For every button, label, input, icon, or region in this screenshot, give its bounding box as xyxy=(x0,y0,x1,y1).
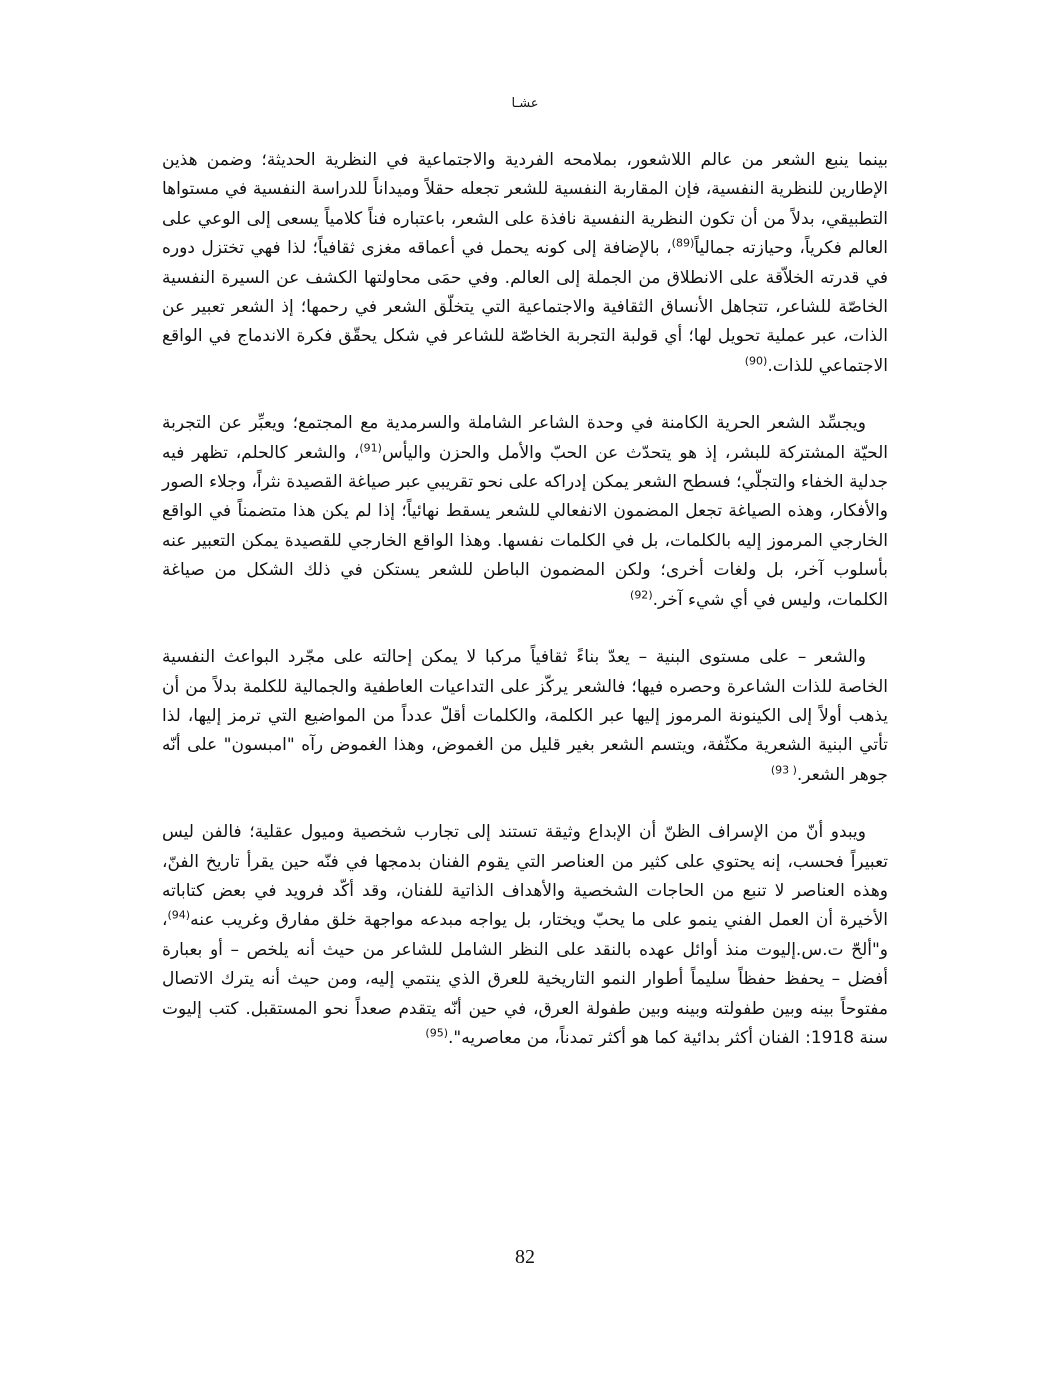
footnote-ref: (89) xyxy=(671,236,695,250)
paragraph xyxy=(162,818,888,1053)
running-header: عشـا xyxy=(511,96,539,111)
page-number: 82 xyxy=(515,1246,535,1268)
paragraph-text: ، و"ألحّ ت.س.إليوت منذ أوائل عهده بالنقد على النظر الشامل للشاعر من حيث أنه يلخص – أو بعبارة أفضل – يحفظ حفظاً سليماً أطوار النمو التاريخية للعرق الذي ينتمي إليه، ومن حيث أنه يترك الاتصال مفتوحاً بينه وبين طفولته وبينه وبين طفولة العرق، في حين أنّه يتقدم صعداً نحو المستقبل. كتب إليوت سنة 1918: الفنان أكثر بدائية كما هو أكثر تمدناً، من معاصريه". xyxy=(162,910,888,1048)
paragraph xyxy=(162,409,888,615)
paragraph xyxy=(162,643,888,790)
footnote-ref: (91) xyxy=(359,441,382,454)
paragraph-text: والشعر – على مستوى البنية – يعدّ بناءً ثقافياً مركبا لا يمكن إحالته على مجّرد البواعث النفسية الخاصة للذات الشاعرة وحصره فيها؛ فالشعر يركّز على التداعيات العاطفية والجمالية للكلمة بدلاً من أن يذهب أولاً إلى الكينونة المرموز إليها عبر الكلمة، والكلمات أقلّ عدداً من المواضيع التي ترمز إليها، لذا تأتي البنية الشعرية مكثّفة، ويتسم الشعر بغير قليل من الغموض، وهذا الغموض رآه "امبسون" على أنّه جوهر الشعر. xyxy=(162,647,888,785)
paragraph-text: ويبدو أنّ من الإسراف الظنّ أن الإبداع وثيقة تستند إلى تجارب شخصية وميول عقلية؛ فالفن ليس تعبيراً فحسب، إنه يحتوي على كثير من العناصر التي يقوم الفنان بدمجها في فنّه حين يقرأ تاريخ الفنّ، وهذه العناصر لا تنبع من الحاجات الشخصية والأهداف الذاتية للفنان، وقد أكّد فرويد في بعض كتاباته الأخيرة أن العمل الفني ينمو على ما يحبّ ويختار، بل يواجه مبدعه مواجهة خلق مفارق وغريب عنه xyxy=(162,822,888,931)
body-text xyxy=(162,146,888,1053)
paragraph-text: بينما ينبع الشعر من عالم اللاشعور، بملامحه الفردية والاجتماعية في النظرية الحديثة؛ وضمن هذين الإطارين للنظرية النفسية، فإن المقاربة النفسية للشعر تجعله حقلاً وميداناً للدراسة النفسية في مستواها التطبيقي، بدلاً من أن تكون النظرية النفسية نافذة على الشعر، باعتباره فناً كلامياً يسعى إلى الوعي على العالم فكرياً، وحيازته جمالياً xyxy=(162,150,889,259)
footnote-ref: (92) xyxy=(630,588,653,602)
footnote-ref: (90) xyxy=(744,354,768,368)
footnote-ref: ( 93) xyxy=(770,763,797,777)
paragraph xyxy=(162,146,888,381)
paragraph-text: ، والشعر كالحلم، تظهر فيه جدلية الخفاء والتجلّي؛ فسطح الشعر يمكن إدراكه على نحو تقريبي عبر صياغة القصيدة نثراً، وجلاء الصور والأفكار، وهذه الصياغة تجعل المضمون الانفعالي للشعر يسقط نهائياً؛ إذا لم يكن هذا متضمناً في الواقع الخارجي المرموز إليه بالكلمات، بل في الكلمات نفسها. وهذا الواقع الخارجي للقصيدة يمكن التعبير عنه بأسلوب آخر، بل ولغات أخرى؛ ولكن المضمون الباطن للشعر يستكن في ذلك الشكل من صياغة الكلمات، وليس في أي شيء آخر. xyxy=(162,442,888,610)
paragraph-text: ، بالإضافة إلى كونه يحمل في أعماقه مغزى ثقافياً؛ لذا فهي تختزل دوره في قدرته الخلاّقة على الانطلاق من الجملة إلى العالم. وفي حمَى محاولتها الكشف عن السيرة النفسية الخاصّة للشاعر، تتجاهل الأنساق الثقافية والاجتماعية التي يتخلّق الشعر في رحمها؛ إذ الشعر تعبير عن الذات، عبر عملية تحويل لها؛ أي قولبة التجربة الخاصّة للشاعر في شكل يحقّق فكرة الاندماج في الواقع الاجتماعي للذات. xyxy=(162,238,888,376)
paragraph-text: ويجسِّد الشعر الحرية الكامنة في وحدة الشاعر الشاملة والسرمدية مع المجتمع؛ ويعبِّر عن التجربة الحيّة المشتركة للبشر، إذ هو يتحدّث عن الحبّ والأمل والحزن واليأس xyxy=(162,413,888,463)
footnote-ref: (94) xyxy=(167,908,191,922)
footnote-ref: (95) xyxy=(425,1026,449,1040)
